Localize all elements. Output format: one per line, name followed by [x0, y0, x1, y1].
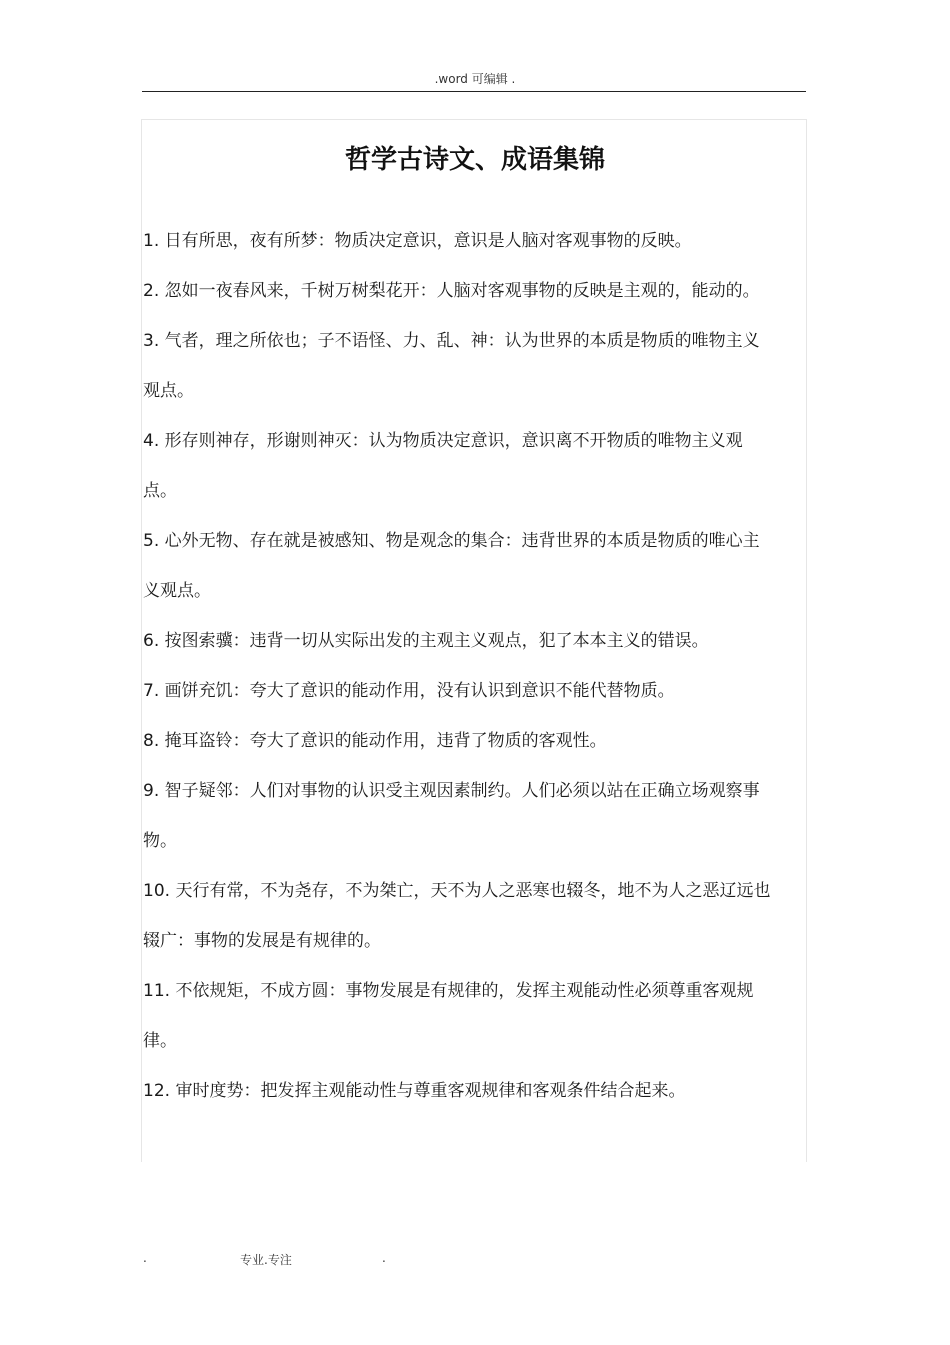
header-divider — [142, 91, 806, 92]
list-item: 8. 掩耳盗铃：夸大了意识的能动作用，违背了物质的客观性。 — [143, 731, 607, 751]
list-item: 9. 智子疑邻：人们对事物的认识受主观因素制约。人们必须以站在正确立场观察事物。 — [143, 781, 760, 851]
page-header: .word 可编辑 . — [434, 72, 516, 86]
list-item: 10. 天行有常，不为尧存，不为桀亡，天不为人之恶寒也辍冬，地不为人之恶辽远也辍广：事物的发展是有规律的。 — [143, 881, 771, 951]
footer-right-mark: . — [382, 1251, 386, 1265]
list-item: 2. 忽如一夜春风来，千树万树梨花开：人脑对客观事物的反映是主观的，能动的。 — [143, 281, 760, 301]
list-item: 11. 不依规矩，不成方圆：事物发展是有规律的，发挥主观能动性必须尊重客观规律。 — [143, 981, 754, 1051]
list-item: 5. 心外无物、存在就是被感知、物是观念的集合：违背世界的本质是物质的唯心主义观点。 — [143, 531, 760, 601]
document-body — [143, 216, 773, 1116]
list-item: 7. 画饼充饥：夸大了意识的能动作用，没有认识到意识不能代替物质。 — [143, 681, 675, 701]
list-item: 12. 审时度势：把发挥主观能动性与尊重客观规律和客观条件结合起来。 — [143, 1081, 686, 1101]
page-footer — [0, 1251, 950, 1271]
list-item: 4. 形存则神存，形谢则神灭：认为物质决定意识，意识离不开物质的唯物主义观点。 — [143, 431, 743, 501]
list-item: 1. 日有所思，夜有所梦：物质决定意识，意识是人脑对客观事物的反映。 — [143, 231, 692, 251]
footer-left-mark: . — [143, 1251, 147, 1265]
document-title: 哲学古诗文、成语集锦 — [344, 145, 605, 176]
list-item: 6. 按图索骥：违背一切从实际出发的主观主义观点，犯了本本主义的错误。 — [143, 631, 709, 651]
footer-center-text: 专业.专注 — [240, 1253, 292, 1267]
list-item: 3. 气者，理之所依也；子不语怪、力、乱、神：认为世界的本质是物质的唯物主义观点。 — [143, 331, 760, 401]
